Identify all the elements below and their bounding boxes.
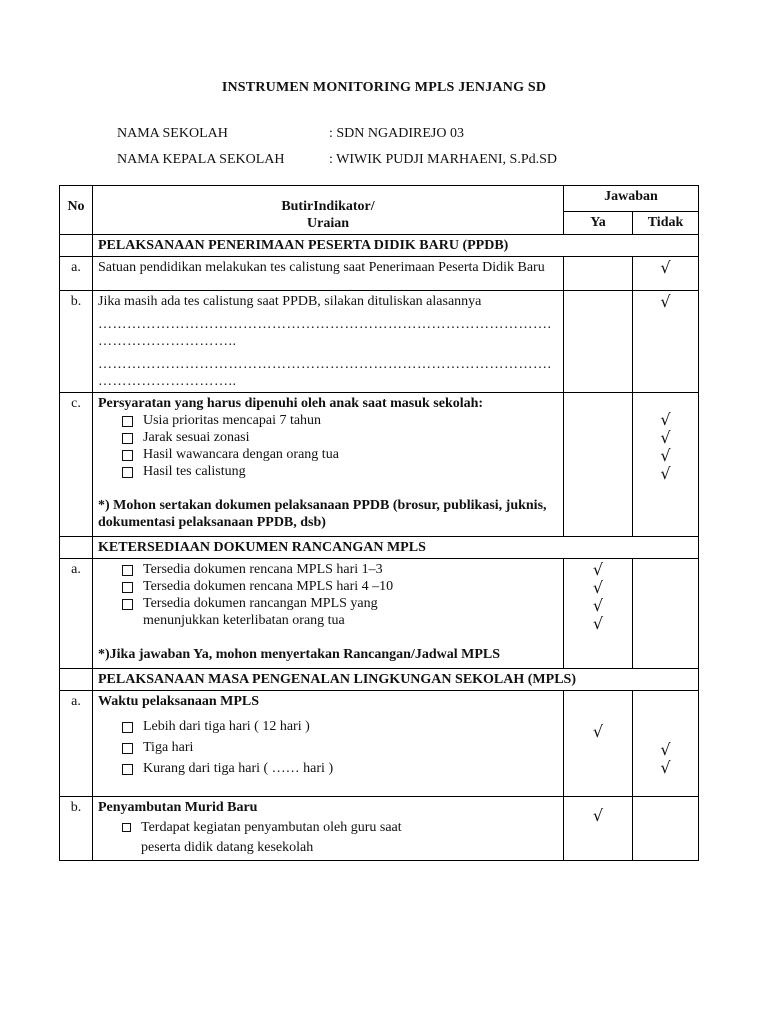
checkbox-icon <box>122 582 133 593</box>
row-number: a. <box>60 559 93 669</box>
checklist-label: Terdapat kegiatan penyambutan oleh guru saat peserta didik datang kesekolah <box>141 820 402 855</box>
checklist-label: Kurang dari tiga hari ( …… hari ) <box>143 761 334 776</box>
header-indikator-line1: ButirIndikator/ <box>281 199 375 214</box>
row-heading: Waktu pelaksanaan MPLS <box>98 694 260 709</box>
section-mpls: PELAKSANAAN MASA PENGENALAN LINGKUNGAN SEKOLAH (MPLS) <box>93 669 699 691</box>
monitoring-table <box>59 185 699 861</box>
check-mark: √ <box>660 446 671 465</box>
checklist-item <box>116 412 558 429</box>
checklist-item <box>116 446 558 463</box>
check-mark: √ <box>633 291 699 393</box>
fill-dots: ……………………….. <box>98 374 237 389</box>
answer-tidak-cell <box>633 797 699 861</box>
row-text: Jika masih ada tes calistung saat PPDB, silakan dituliskan alasannya <box>98 294 482 309</box>
checkbox-icon <box>122 599 133 610</box>
note-text: *)Jika jawaban Ya, mohon menyertakan Rancangan/Jadwal MPLS <box>98 647 501 662</box>
answer-tidak-cell <box>633 559 699 669</box>
row-text: Satuan pendidikan melakukan tes calistung saat Penerimaan Peserta Didik Baru <box>93 257 564 291</box>
check-mark: √ <box>592 560 604 579</box>
row-text-cell <box>93 559 564 669</box>
checklist-item <box>116 578 558 595</box>
row-number: b. <box>60 797 93 861</box>
row-number: a. <box>60 257 93 291</box>
checklist-label: Tersedia dokumen rencana MPLS hari 4 –10 <box>143 579 394 594</box>
checklist-item <box>116 595 558 629</box>
principal-label: NAMA KEPALA SEKOLAH <box>117 152 285 167</box>
check-mark: √ <box>660 740 671 759</box>
school-value: : SDN NGADIREJO 03 <box>329 126 464 141</box>
section-ppdb: PELAKSANAAN PENERIMAAN PESERTA DIDIK BARU (PPDB) <box>93 235 699 257</box>
check-mark: √ <box>660 410 671 429</box>
row-heading: Penyambutan Murid Baru <box>98 800 258 815</box>
checklist-label: Hasil wawancara dengan orang tua <box>143 447 339 462</box>
header-indikator-line2: Uraian <box>307 216 349 231</box>
header-no: No <box>60 186 93 235</box>
note-text: *) Mohon sertakan dokumen pelaksanaan PPDB (brosur, publikasi, juknis, dokumentasi pelaksanaan PPDB, dsb) <box>98 498 547 530</box>
checkbox-icon <box>122 764 133 775</box>
checkbox-icon <box>122 416 133 427</box>
checklist-item <box>116 561 558 578</box>
checkbox-icon <box>122 467 133 478</box>
principal-value: : WIWIK PUDJI MARHAENI, S.Pd.SD <box>329 152 558 167</box>
check-mark: √ <box>592 614 604 633</box>
checkbox-icon <box>122 565 133 576</box>
checkbox-icon <box>122 722 133 733</box>
check-mark: √ <box>660 464 671 483</box>
checklist-item <box>116 818 558 858</box>
checklist-item <box>116 718 558 735</box>
checklist-label: Hasil tes calistung <box>143 464 246 479</box>
row-text-cell <box>93 291 564 393</box>
info-school-row <box>117 126 464 142</box>
checklist-item <box>116 429 558 446</box>
row-heading: Persyaratan yang harus dipenuhi oleh anak saat masuk sekolah: <box>98 396 484 411</box>
checklist-label: Usia prioritas mencapai 7 tahun <box>143 413 322 428</box>
answer-ya-cell <box>564 691 633 797</box>
answer-ya-cell <box>564 291 633 393</box>
answer-tidak-cell <box>633 691 699 797</box>
check-mark: √ <box>592 806 604 825</box>
answer-ya-cell <box>564 257 633 291</box>
checklist-label: Tersedia dokumen rancangan MPLS yang menunjukkan keterlibatan orang tua <box>143 596 378 628</box>
checklist-label: Tiga hari <box>143 740 194 755</box>
row-number: c. <box>60 393 93 537</box>
row-number: b. <box>60 291 93 393</box>
fill-dots: …………………………………………………………………………………. <box>98 357 552 372</box>
answer-ya-cell <box>564 797 633 861</box>
document-title: INSTRUMEN MONITORING MPLS JENJANG SD <box>221 80 547 95</box>
row-number: a. <box>60 691 93 797</box>
check-mark: √ <box>592 722 604 741</box>
check-mark: √ <box>660 758 671 777</box>
check-mark: √ <box>592 578 604 597</box>
answer-ya-cell <box>564 559 633 669</box>
checklist-item <box>116 760 558 777</box>
row-text-cell <box>93 691 564 797</box>
row-text-cell <box>93 393 564 537</box>
checklist-label: Tersedia dokumen rencana MPLS hari 1–3 <box>143 562 383 577</box>
row-text-cell <box>93 797 564 861</box>
check-mark: √ <box>660 428 671 447</box>
checklist-label: Jarak sesuai zonasi <box>143 430 250 445</box>
checklist-label: Lebih dari tiga hari ( 12 hari ) <box>143 719 310 734</box>
check-mark: √ <box>633 257 699 291</box>
checkbox-icon <box>122 433 133 444</box>
header-jawaban: Jawaban <box>564 186 699 212</box>
checkbox-icon <box>122 450 133 461</box>
checkbox-icon <box>122 743 133 754</box>
answer-tidak-cell <box>633 393 699 537</box>
fill-dots: …………………………………………………………………………………. <box>98 317 552 332</box>
info-principal-row <box>117 152 557 168</box>
fill-dots: ……………………….. <box>98 334 237 349</box>
school-label: NAMA SEKOLAH <box>117 126 228 141</box>
header-tidak: Tidak <box>633 211 699 234</box>
header-ya: Ya <box>564 211 633 234</box>
header-indikator <box>93 186 564 235</box>
answer-ya-cell <box>564 393 633 537</box>
section-dokumen: KETERSEDIAAN DOKUMEN RANCANGAN MPLS <box>93 537 699 559</box>
checklist-item <box>116 739 558 756</box>
checklist-item <box>116 463 558 480</box>
check-mark: √ <box>592 596 604 615</box>
checkbox-icon <box>122 823 131 832</box>
